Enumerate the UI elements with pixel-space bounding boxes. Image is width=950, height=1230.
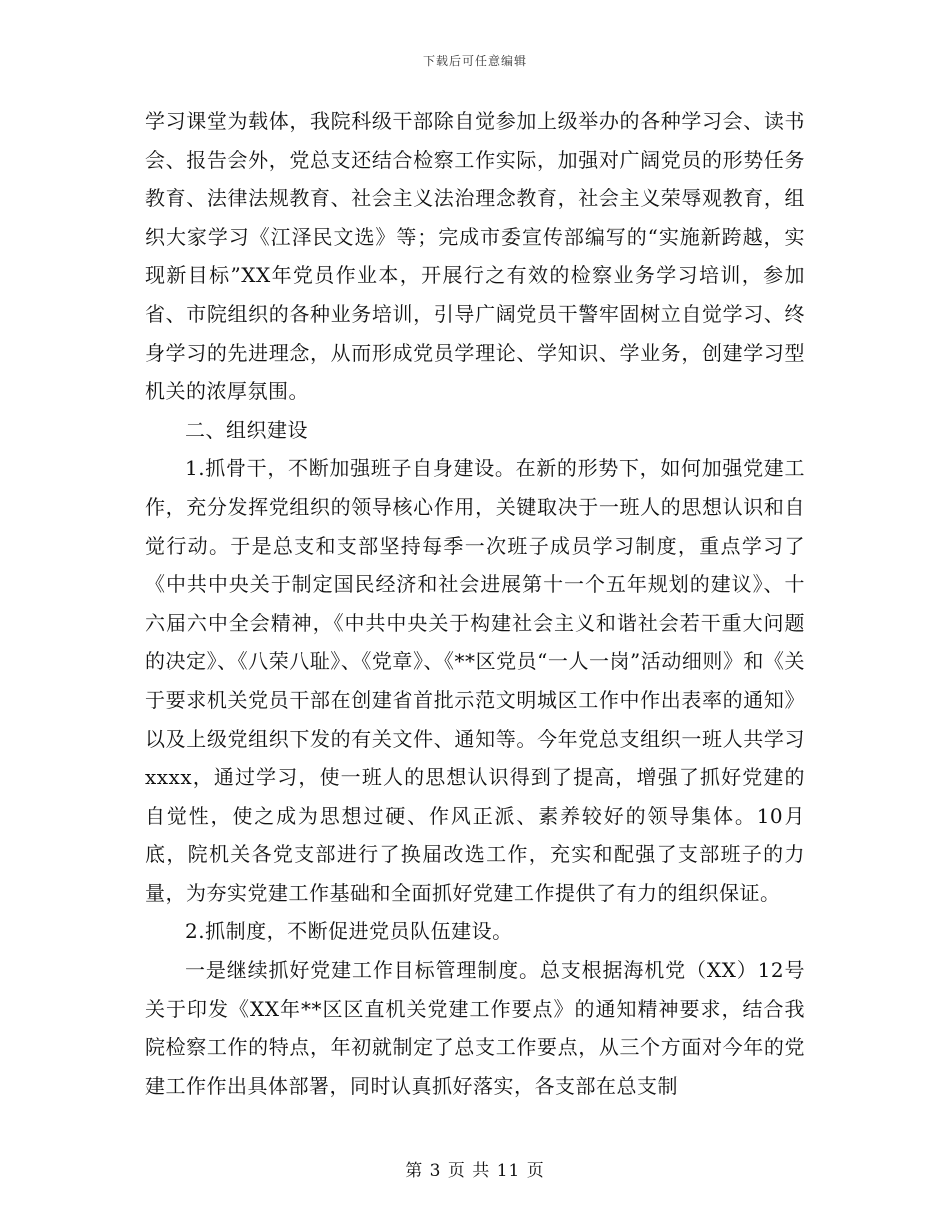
page-header-note: 下载后可任意编辑 [422,54,527,68]
document-body [145,102,805,1105]
paragraph-study-continuation: 学习课堂为载体，我院科级干部除自觉参加上级举办的各种学习会、读书会、报告会外，党总支还结合检察工作实际，加强对广阔党员的形势任务教育、法律法规教育、社会主义法治理念教育，社会主义荣辱观教育，组织大家学习《江泽民文选》等；完成市委宣传部编写的“实施新跨越，实现新目标”XX年党员作业本，开展行之有效的检察业务学习培训，参加省、市院组织的各种业务培训，引导广阔党员干警牢固树立自觉学习、终身学习的先进理念，从而形成党员学理论、学知识、学业务，创建学习型机关的浓厚氛围。 [145,109,805,404]
section-heading-organization: 二、组织建设 [185,417,308,442]
paragraph-leadership-building: 1.抓骨干，不断加强班子自身建设。在新的形势下，如何加强党建工作，充分发挥党组织的领导核心作用，关键取决于一班人的思想认识和自觉行动。于是总支和支部坚持每季一次班子成员学习制度，重点学习了《中共中央关于制定国民经济和社会进展第十一个五年规划的建议》、十六届六中全会精神，《中共中央关于构建社会主义和谐社会若干重大问题的决定》、《八荣八耻》、《党章》、《**区党员“一人一岗”活动细则》和《关于要求机关党员干部在创建省首批示范文明城区工作中作出表率的通知》以及上级党组织下发的有关文件、通知等。今年党总支组织一班人共学习xxxx，通过学习，使一班人的思想认识得到了提高，增强了抓好党建的自觉性，使之成为思想过硬、作风正派、素养较好的领导集体。10月底，院机关各党支部进行了换届改选工作，充实和配强了支部班子的力量，为夯实党建工作基础和全面抓好党建工作提供了有力的组织保证。 [145,456,805,905]
paragraph-system-heading: 2.抓制度，不断促进党员队伍建设。 [185,919,513,944]
page-number-footer: 第 3 页 共 11 页 [405,1161,545,1181]
paragraph-target-management: 一是继续抓好党建工作目标管理制度。总支根据海机党（XX）12号关于印发《XX年**区区直机关党建工作要点》的通知精神要求，结合我院检察工作的特点，年初就制定了总支工作要点，从三个方面对今年的党建工作作出具体部署，同时认真抓好落实，各支部在总支制 [145,958,805,1098]
